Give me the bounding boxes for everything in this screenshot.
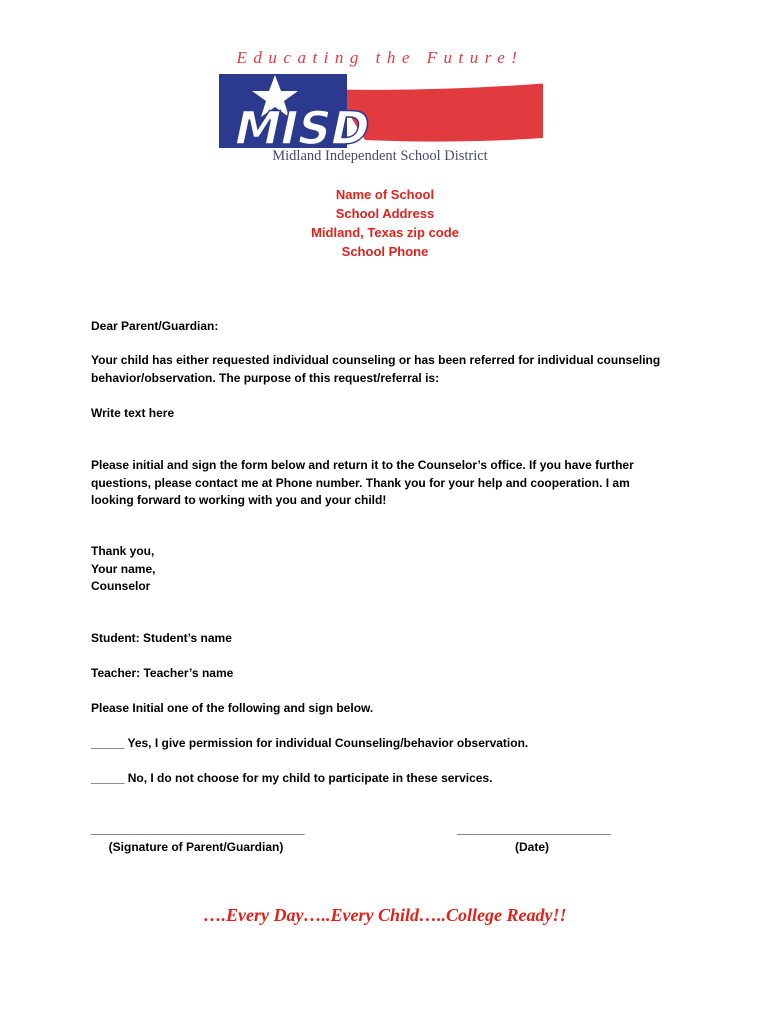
initial-instruction: Please Initial one of the following and sign below.	[91, 701, 374, 715]
signature-label: (Signature of Parent/Guardian)	[108, 840, 284, 854]
signer-title: Counselor	[91, 579, 151, 593]
signature-field[interactable]: ________________________________	[91, 822, 305, 836]
school-city: Midland, Texas zip code	[311, 225, 459, 240]
logo-district-name: Midland Independent School District	[272, 148, 488, 164]
logo-tagline: Educating the Future!	[236, 48, 524, 67]
school-phone: School Phone	[341, 244, 429, 259]
write-text-placeholder: Write text here	[91, 406, 175, 420]
closing: Thank you,	[91, 544, 155, 558]
salutation: Dear Parent/Guardian:	[91, 319, 219, 333]
option-no-initial[interactable]: _____ No, I do not choose for my child to participate in these services.	[91, 771, 493, 785]
school-address: School Address	[335, 206, 435, 221]
district-logo	[215, 44, 545, 170]
intro-paragraph: Your child has either requested individual counseling or has been referred for individual counseling behavior/observation. The purpose of this request/referral is:	[91, 353, 661, 385]
school-letterhead	[0, 185, 770, 261]
school-name: Name of School	[335, 187, 435, 202]
option-yes-initial[interactable]: _____ Yes, I give permission for individual Counseling/behavior observation.	[91, 736, 529, 750]
date-label: (Date)	[514, 840, 549, 854]
footer-motto: ….Every Day…..Every Child…..College Ready!!	[203, 905, 567, 925]
student-field[interactable]: Student: Student’s name	[91, 631, 232, 645]
teacher-field[interactable]: Teacher: Teacher’s name	[91, 666, 234, 680]
instructions-paragraph: Please initial and sign the form below and return it to the Counselor’s office. If you have further questions, please contact me at Phone number. Thank you for your help and cooperation. I am looking forward to working with you and your child!	[91, 458, 634, 507]
signer-name: Your name,	[91, 562, 156, 576]
logo-monogram: MISD	[229, 101, 375, 155]
date-field[interactable]: _______________________	[457, 822, 611, 836]
